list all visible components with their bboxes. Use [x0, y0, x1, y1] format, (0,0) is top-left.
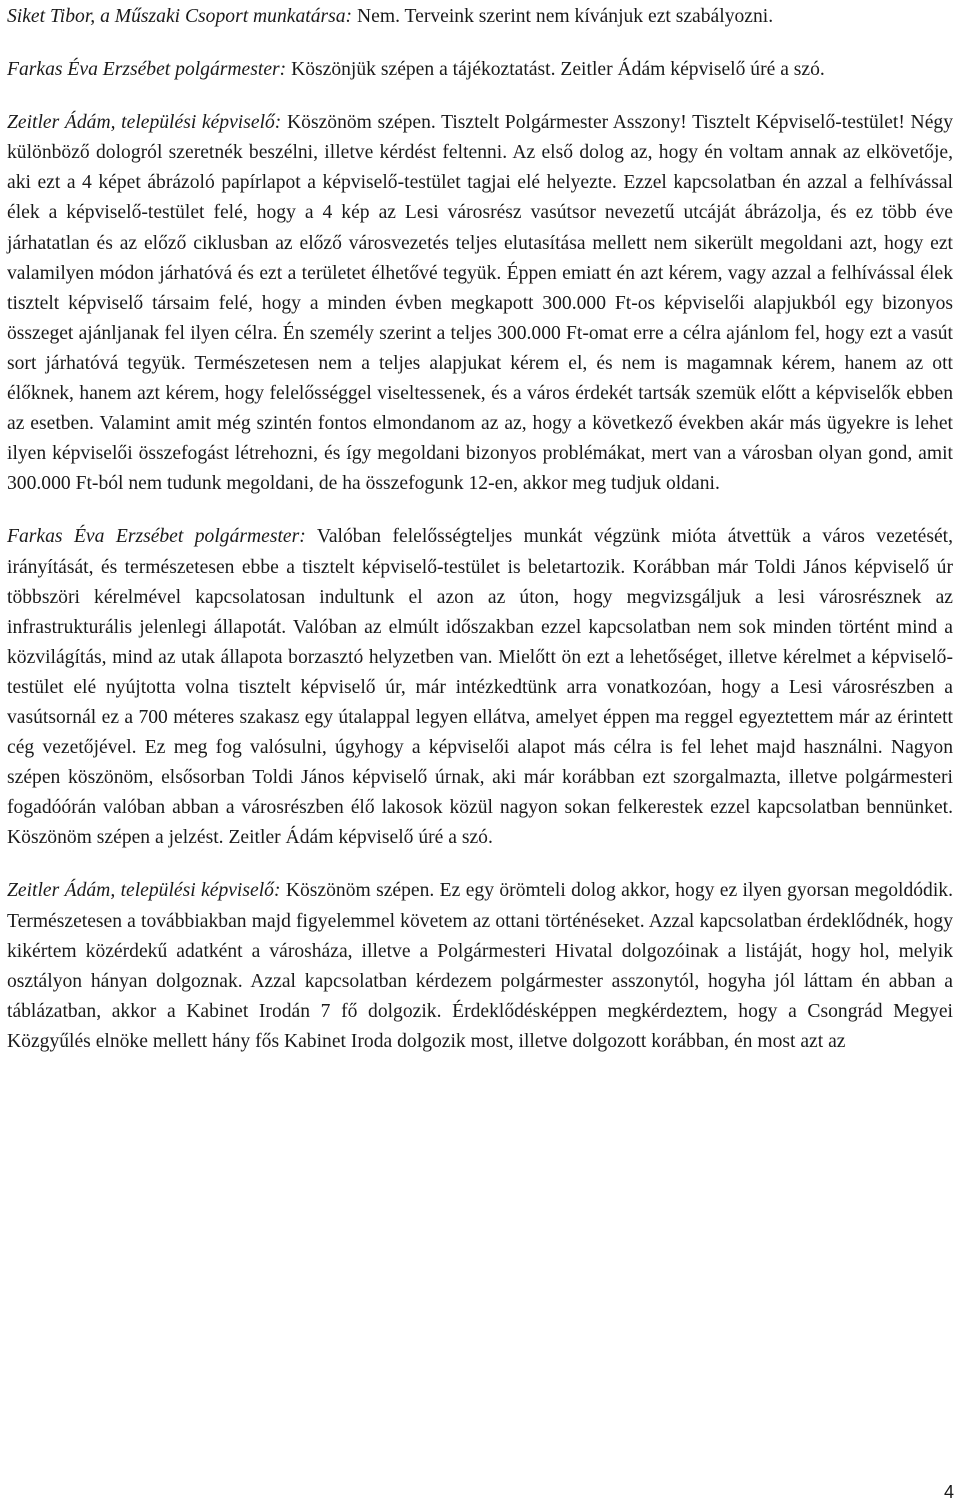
speaker-name: Siket Tibor, a Műszaki Csoport munkatársa: — [7, 6, 353, 27]
paragraph — [7, 2, 953, 32]
page-number: 4 — [943, 1482, 954, 1502]
document-body — [7, 2, 953, 1080]
speaker-name: Farkas Éva Erzsébet polgármester: — [7, 526, 306, 548]
paragraph-text: Köszönöm szépen. Ez egy örömteli dolog akkor, hogy ez ilyen gyorsan megoldódik. Természetesen a továbbiakban majd figyelemmel követem az ottani történéseket. Azzal kapcsolatban érdeklődnék, hogy kikértem közérdekű adatként a városháza, illetve a Polgármesteri Hivatal dolgozóinak a listáját, hogy hol, melyik osztályon hányan dolgoznak. Azzal kapcsolatban kérdezem polgármester asszonytól, hogyha jól láttam én abban a táblázatban, akkor a Kabinet Irodán 7 fő dolgozik. Érdeklődésképpen megkérdeztem, hogy a Csongrád Megyei Közgyűlés elnöke mellett hány fős Kabinet Iroda dolgozik most, illetve dolgozott korábban, én most azt az — [7, 880, 953, 1052]
paragraph-text: Köszönjük szépen a tájékoztatást. Zeitler Ádám képviselő úré a szó. — [286, 59, 825, 81]
speaker-name: Zeitler Ádám, települési képviselő: — [7, 112, 282, 134]
paragraph — [7, 876, 953, 1057]
paragraph-text: Valóban felelősségteljes munkát végzünk mióta átvettük a város vezetését, irányítását, és természetesen ebbe a tisztelt képviselő-testület is beletartozik. Korábban már Toldi János képviselő úr többszöri kérelmével kapcsolatosan indultunk el azon az úton, hogy megvizsgáljuk a lesi városrésznek az infrastrukturális jelenlegi állapotát. Valóban az elmúlt időszakban ezzel kapcsolatban nem sok minden történt mind a közvilágítás, mind az utak állapota borzasztó helyzetben van. Mielőtt ön ezt a lehetőséget, illetve kérelmet a képviselő-testület elé nyújtotta volna tisztelt képviselő úr, már intézkedtünk arra vonatkozóan, hogy a Lesi városrészben a vasútsornál ez a 700 méteres szakasz egy útalappal legyen ellátva, amelyet éppen ma reggel egyeztettem már az érintett cég vezetőjével. Ez meg fog valósulni, úgyhogy a képviselői alapot más célra is fel lehet majd használni. Nagyon szépen köszönöm, elsősorban Toldi János képviselő úrnak, aki már korábban ezt szorgalmazta, illetve polgármesteri fogadóórán valóban abban a városrészben élő lakosok közül nagyon sokan felkerestek ezzel kapcsolatban bennünket. Köszönöm szépen a jelzést. Zeitler Ádám képviselő úré a szó. — [7, 526, 953, 849]
speaker-name: Zeitler Ádám, települési képviselő: — [7, 880, 281, 902]
paragraph — [7, 522, 953, 853]
paragraph — [7, 108, 953, 499]
speaker-name: Farkas Éva Erzsébet polgármester: — [7, 59, 287, 81]
paragraph — [7, 55, 953, 85]
paragraph-text: Nem. Terveink szerint nem kívánjuk ezt szabályozni. — [352, 6, 774, 27]
paragraph-text: Köszönöm szépen. Tisztelt Polgármester Asszony! Tisztelt Képviselő-testület! Négy különböző dologról szeretnék beszélni, illetve kérdést feltenni. Az első dolog az, hogy én voltam annak az elkövetője, aki ezt a 4 képet ábrázoló papírlapot a képviselő-testület tagjai elé helyezte. Ezzel kapcsolatban én azzal a felhívással élek a képviselő-testület felé, hogy a 4 kép az Lesi városrész vasútsor nevezetű utcáját ábrázolja, és ez több éve járhatatlan és az előző ciklusban az előző városvezetés teljes elutasítása mellett nem sikerült megoldani azt, hogy ezt valamilyen módon járhatóvá és ezt a területet élhetővé tegyük. Éppen emiatt én azt kérem, vagy azzal a felhívással élek tisztelt képviselő társaim felé, hogy a minden évben megkapott 300.000 Ft-os képviselői alapjukból egy bizonyos összeget ajánljanak fel ilyen célra. Én személy szerint a teljes 300.000 Ft-omat erre a célra ajánlom fel, hogy ezt a vasút sort járhatóvá tegyük. Természetesen nem a teljes alapjukat kérem el, és nem is magamnak kérem, hanem az ott élőknek, hanem azt kérem, hogy felelősséggel viseltessenek, és a város érdekét tartsák szemük előtt a képviselők ebben az esetben. Valamint amit még szintén fontos elmondanom az az, hogy a következő években akár más ügyekre is lehet ilyen képviselői összefogást létrehozni, és így megoldani bizonyos problémákat, mert van a városban olyan gond, amit 300.000 Ft-ból nem tudunk megoldani, de ha összefogunk 12-en, akkor meg tudjuk oldani. — [7, 112, 953, 495]
